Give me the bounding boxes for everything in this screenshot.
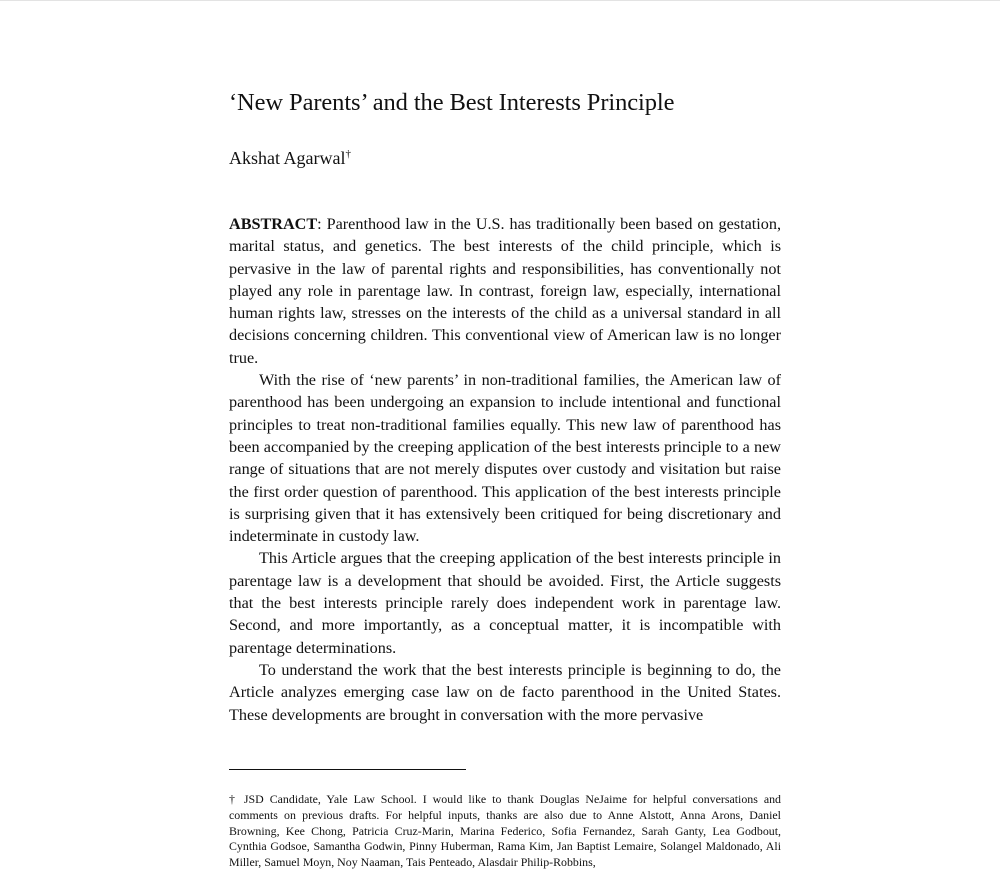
abstract-paragraph-2: With the rise of ‘new parents’ in non-traditional families, the American law of parenthood has been undergoing an expansion to include intentional and functional principles to treat non-traditional families equally. This new law of parenthood has been accompanied by the creeping application of the best interests principle to a new range of situations that are not merely disputes over custody and visitation but raise the first order question of parenthood. This application of the best interests principle is surprising given that it has extensively been critiqued for being discretionary and indeterminate in custody law. <box>229 371 781 546</box>
abstract-label: ABSTRACT <box>229 215 318 233</box>
abstract-paragraph-1 <box>229 213 781 369</box>
footnote-divider <box>229 769 466 770</box>
abstract-paragraph-1-text: Parenthood law in the U.S. has traditionally been based on gestation, marital status, and genetics. The best interests of the child principle, which is pervasive in the law of parental rights and responsibilities, has conventionally not played any role in parentage law. In contrast, foreign law, especially, international human rights law, stresses on the interests of the child as a universal standard in all decisions concerning children. This conventional view of American law is no longer true. <box>229 215 781 367</box>
article-title: ‘New Parents’ and the Best Interests Principle <box>229 89 675 116</box>
author-footnote: † JSD Candidate, Yale Law School. I would like to thank Douglas NeJaime for helpful conversations and comments on previous drafts. For helpful inputs, thanks are also due to Anne Alstott, Anna Arons, Daniel Browning, Kee Chong, Patricia Cruz-Marin, Marina Federico, Sofia Fernandez, Sarah Ganty, Lea Godbout, Cynthia Godsoe, Samantha Godwin, Pinny Huberman, Rama Kim, Jan Baptist Lemaire, Solangel Maldonado, Ali Miller, Samuel Moyn, Noy Naaman, Tais Penteado, Alasdair Philip-Robbins, <box>229 792 781 870</box>
abstract-paragraph-3: This Article argues that the creeping application of the best interests principle in parentage law is a development that should be avoided. First, the Article suggests that the best interests principle rarely does independent work in parentage law. Second, and more importantly, as a conceptual matter, it is incompatible with parentage determinations. <box>229 549 781 657</box>
abstract-label-separator: : <box>317 215 322 233</box>
author-footnote-mark[interactable]: † <box>345 148 351 160</box>
author-line <box>229 147 781 169</box>
abstract-section <box>229 213 781 726</box>
article-body <box>229 87 781 726</box>
abstract-paragraph-4: To understand the work that the best interests principle is beginning to do, the Article analyzes emerging case law on de facto parenthood in the United States. These developments are brought in conversation with the more pervasive <box>229 660 781 724</box>
author-name: Akshat Agarwal <box>229 148 346 168</box>
